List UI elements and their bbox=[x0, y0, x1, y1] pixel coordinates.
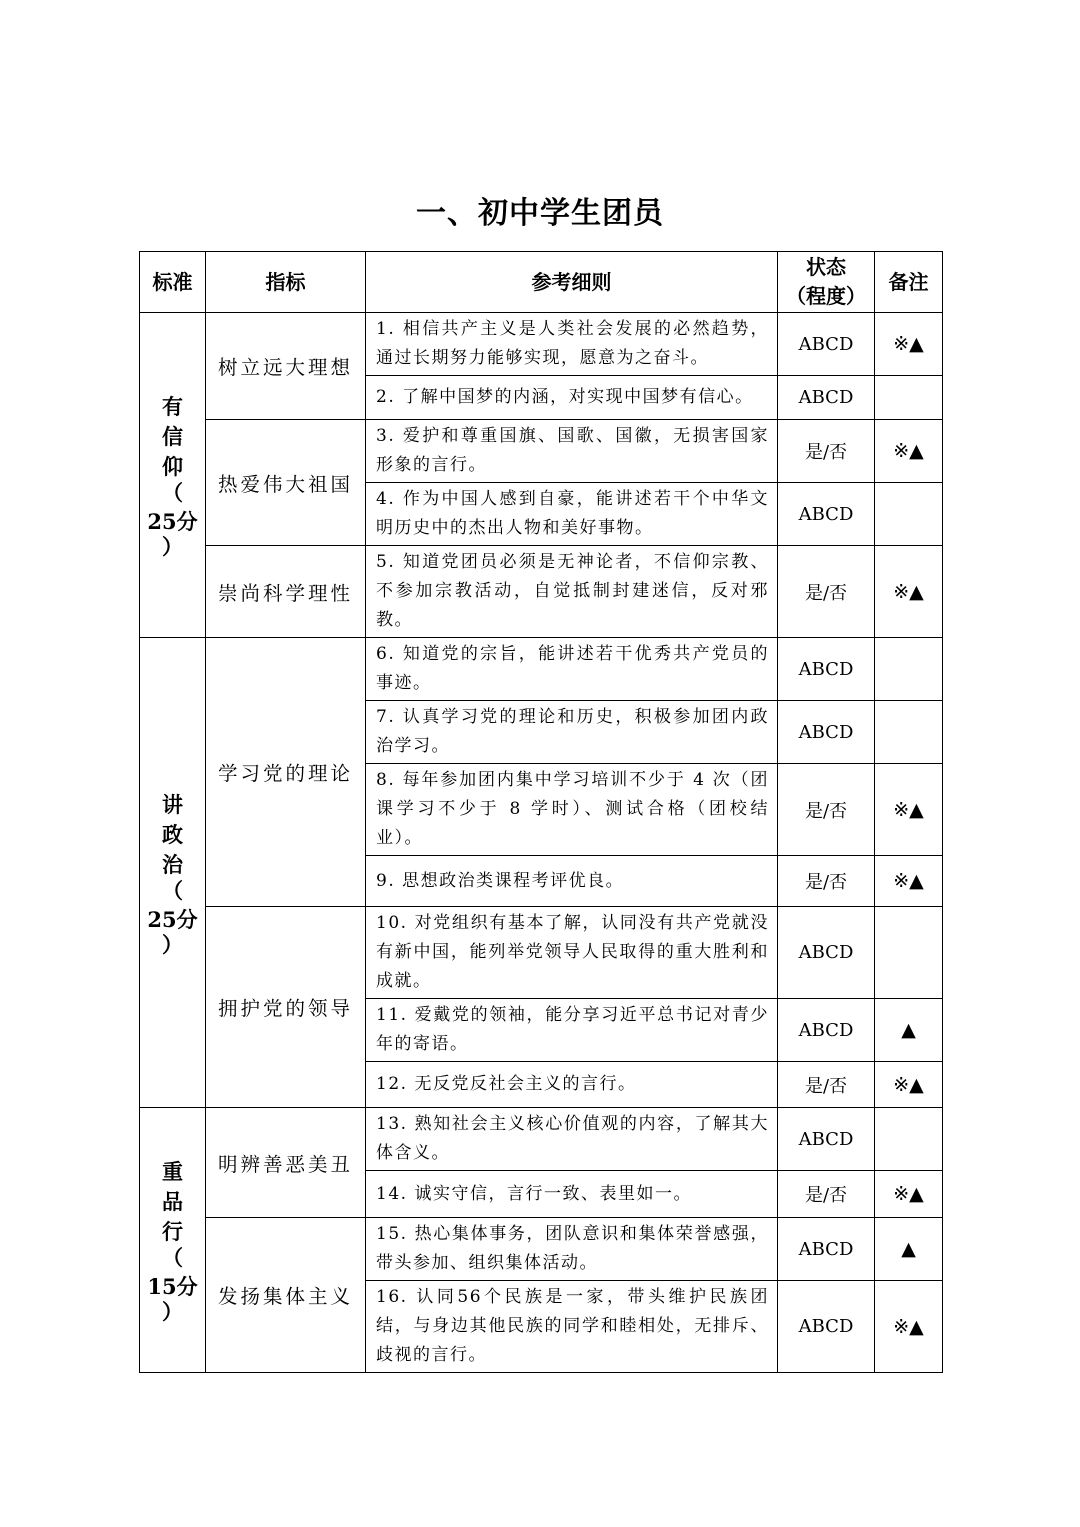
detail-cell: 9. 思想政治类课程考评优良。 bbox=[366, 856, 778, 907]
status-cell: ABCD bbox=[778, 483, 875, 546]
standard-score: 15分 bbox=[147, 1274, 198, 1299]
detail-cell: 14. 诚实守信，言行一致、表里如一。 bbox=[366, 1171, 778, 1218]
note-cell bbox=[875, 483, 943, 546]
status-cell: 是/否 bbox=[778, 1062, 875, 1108]
page-title: 一、初中学生团员 bbox=[416, 196, 664, 231]
evaluation-table bbox=[139, 251, 943, 1373]
status-cell: ABCD bbox=[778, 999, 875, 1062]
status-cell: ABCD bbox=[778, 907, 875, 999]
indicator-cell: 崇尚科学理性 bbox=[206, 546, 366, 638]
standard-cell bbox=[140, 313, 206, 638]
detail-cell: 8. 每年参加团内集中学习培训不少于 4 次（团课学习不少于 8 学时）、测试合格（团校结业）。 bbox=[366, 764, 778, 856]
detail-cell: 6. 知道党的宗旨，能讲述若干优秀共产党员的事迹。 bbox=[366, 638, 778, 701]
status-cell: 是/否 bbox=[778, 420, 875, 483]
header-status-line2: （程度） bbox=[786, 284, 866, 308]
status-cell: ABCD bbox=[778, 376, 875, 420]
status-cell: 是/否 bbox=[778, 1171, 875, 1218]
header-indicator: 指标 bbox=[206, 252, 366, 313]
note-cell: ※▲ bbox=[875, 764, 943, 856]
table-row bbox=[140, 313, 943, 376]
status-cell: ABCD bbox=[778, 1108, 875, 1171]
status-cell: 是/否 bbox=[778, 856, 875, 907]
note-cell bbox=[875, 1108, 943, 1171]
table-row bbox=[140, 1108, 943, 1171]
detail-cell: 16. 认同56个民族是一家，带头维护民族团结，与身边其他民族的同学和睦相处，无排斥、歧视的言行。 bbox=[366, 1281, 778, 1373]
note-cell bbox=[875, 376, 943, 420]
header-details: 参考细则 bbox=[366, 252, 778, 313]
detail-cell: 4. 作为中国人感到自豪，能讲述若干个中华文明历史中的杰出人物和美好事物。 bbox=[366, 483, 778, 546]
table-row bbox=[140, 638, 943, 701]
note-cell: ※▲ bbox=[875, 546, 943, 638]
status-cell: ABCD bbox=[778, 1281, 875, 1373]
standard-paren-open: （ bbox=[162, 1245, 183, 1270]
table-row bbox=[140, 907, 943, 999]
status-cell: ABCD bbox=[778, 1218, 875, 1281]
standard-paren-open: （ bbox=[162, 480, 183, 505]
detail-cell: 13. 熟知社会主义核心价值观的内容，了解其大体含义。 bbox=[366, 1108, 778, 1171]
note-cell: ※▲ bbox=[875, 313, 943, 376]
standard-name: 讲政治 bbox=[162, 791, 183, 877]
table-row bbox=[140, 1218, 943, 1281]
standard-paren-close: ） bbox=[162, 534, 183, 559]
header-status-line1: 状态 bbox=[806, 255, 846, 279]
indicator-cell: 学习党的理论 bbox=[206, 638, 366, 907]
note-cell: ※▲ bbox=[875, 1171, 943, 1218]
status-cell: ABCD bbox=[778, 313, 875, 376]
note-cell: ※▲ bbox=[875, 856, 943, 907]
detail-cell: 15. 热心集体事务，团队意识和集体荣誉感强，带头参加、组织集体活动。 bbox=[366, 1218, 778, 1281]
status-cell: ABCD bbox=[778, 638, 875, 701]
note-cell bbox=[875, 907, 943, 999]
detail-cell: 2. 了解中国梦的内涵，对实现中国梦有信心。 bbox=[366, 376, 778, 420]
standard-name: 有信仰 bbox=[162, 394, 183, 479]
detail-cell: 3. 爱护和尊重国旗、国歌、国徽，无损害国家形象的言行。 bbox=[366, 420, 778, 483]
table-row bbox=[140, 420, 943, 483]
standard-cell bbox=[140, 638, 206, 1108]
detail-cell: 10. 对党组织有基本了解，认同没有共产党就没有新中国，能列举党领导人民取得的重大胜利和成就。 bbox=[366, 907, 778, 999]
indicator-cell: 发扬集体主义 bbox=[206, 1218, 366, 1373]
header-standard: 标准 bbox=[140, 252, 206, 313]
status-cell: ABCD bbox=[778, 701, 875, 764]
indicator-cell: 热爱伟大祖国 bbox=[206, 420, 366, 546]
note-cell: ※▲ bbox=[875, 1281, 943, 1373]
standard-paren-open: （ bbox=[162, 877, 183, 903]
note-cell bbox=[875, 701, 943, 764]
standard-score: 25分 bbox=[147, 906, 198, 932]
indicator-cell: 明辨善恶美丑 bbox=[206, 1108, 366, 1218]
note-cell: ※▲ bbox=[875, 420, 943, 483]
detail-cell: 11. 爱戴党的领袖，能分享习近平总书记对青少年的寄语。 bbox=[366, 999, 778, 1062]
indicator-cell: 拥护党的领导 bbox=[206, 907, 366, 1108]
standard-paren-close: ） bbox=[162, 1299, 183, 1324]
table-row bbox=[140, 546, 943, 638]
note-cell: ▲ bbox=[875, 999, 943, 1062]
standard-cell bbox=[140, 1108, 206, 1373]
header-status bbox=[778, 252, 875, 313]
standard-name: 重品行 bbox=[162, 1159, 183, 1244]
note-cell: ▲ bbox=[875, 1218, 943, 1281]
header-notes: 备注 bbox=[875, 252, 943, 313]
indicator-cell: 树立远大理想 bbox=[206, 313, 366, 420]
detail-cell: 5. 知道党团员必须是无神论者，不信仰宗教、不参加宗教活动，自觉抵制封建迷信，反对邪教。 bbox=[366, 546, 778, 638]
standard-paren-close: ） bbox=[162, 931, 183, 957]
status-cell: 是/否 bbox=[778, 764, 875, 856]
status-cell: 是/否 bbox=[778, 546, 875, 638]
note-cell: ※▲ bbox=[875, 1062, 943, 1108]
header-row bbox=[140, 252, 943, 313]
detail-cell: 12. 无反党反社会主义的言行。 bbox=[366, 1062, 778, 1108]
detail-cell: 1. 相信共产主义是人类社会发展的必然趋势，通过长期努力能够实现，愿意为之奋斗。 bbox=[366, 313, 778, 376]
detail-cell: 7. 认真学习党的理论和历史，积极参加团内政治学习。 bbox=[366, 701, 778, 764]
note-cell bbox=[875, 638, 943, 701]
standard-score: 25分 bbox=[147, 509, 198, 534]
